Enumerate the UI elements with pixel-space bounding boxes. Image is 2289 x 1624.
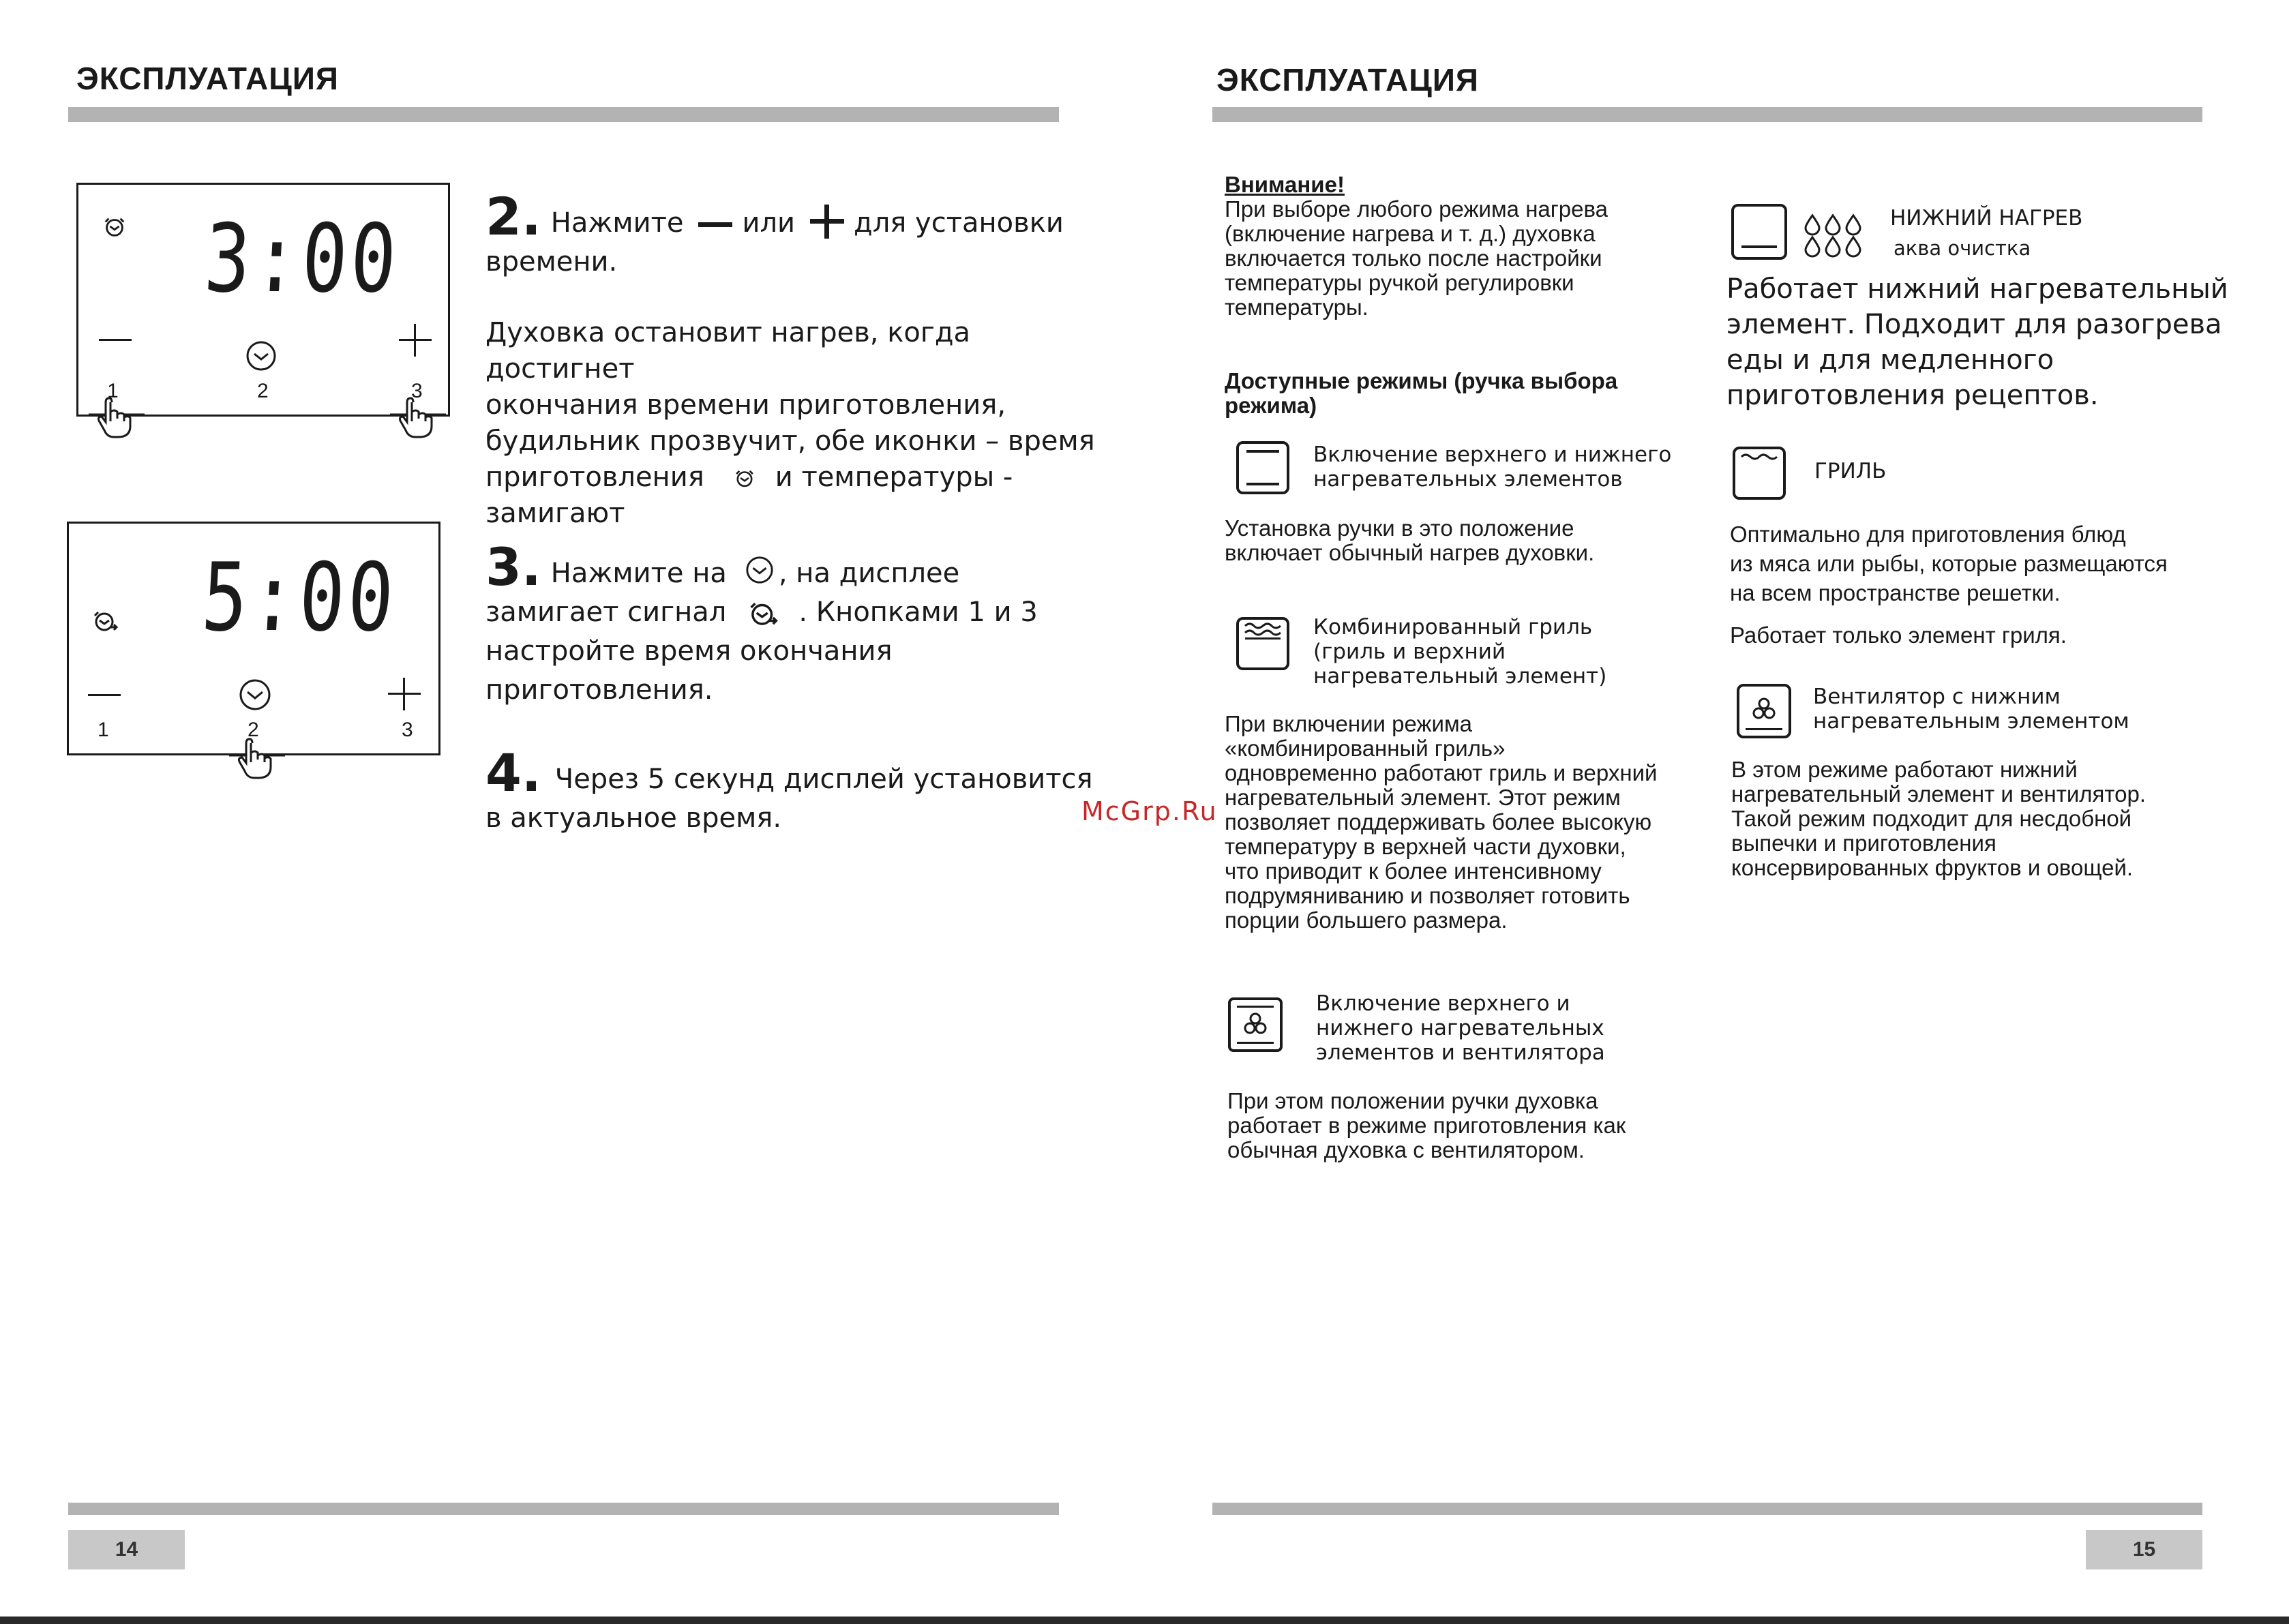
combi-grill-icon — [1236, 616, 1290, 671]
mode-description — [1731, 757, 2249, 880]
left-header-rule — [68, 107, 1059, 122]
step-3 — [485, 537, 1113, 710]
step-text: приготовления — [485, 462, 704, 493]
step-text: приготовления. — [485, 674, 713, 706]
fan-bottom-icon — [1736, 683, 1792, 739]
step-text: и температуры - — [775, 462, 1013, 493]
mode-label-line: элементов и вентилятора — [1316, 1040, 1605, 1065]
mode-desc-line: еды и для медленного — [1726, 344, 2054, 376]
mode-desc-line: Установка ручки в это положение — [1225, 515, 1574, 541]
mode-label — [1313, 442, 1671, 492]
mode-desc-line: порции большего размера. — [1225, 907, 1508, 933]
step-text: для установки — [854, 207, 1064, 239]
mode-desc-line: включает обычный нагрев духовки. — [1225, 540, 1595, 565]
step-text: в актуальное время. — [485, 802, 782, 834]
minus-key-icon[interactable] — [99, 336, 132, 344]
minus-key-icon[interactable] — [88, 691, 121, 700]
mode-label: НИЖНИЙ НАГРЕВ — [1890, 206, 2083, 230]
mode-desc-line: обычная духовка с вентилятором. — [1227, 1137, 1585, 1162]
time-display: 3:00 — [201, 204, 403, 314]
hand-pointer-icon — [228, 738, 286, 783]
left-page-header: ЭКСПЛУАТАЦИЯ — [76, 61, 339, 96]
step-number: 3. — [485, 537, 541, 597]
mode-desc-line: нагревательный элемент и вентилятор. — [1731, 781, 2146, 807]
key-label-2: 2 — [257, 380, 269, 402]
plus-icon — [810, 205, 844, 239]
mode-desc-line: температуру в верхней части духовки, — [1225, 834, 1626, 859]
modes-heading-line: Доступные режимы (ручка выбора — [1225, 368, 1618, 393]
fan-top-bottom-icon — [1227, 997, 1283, 1053]
step-text: окончания времени приготовления, — [485, 389, 1006, 421]
mode-desc-line: При включении режима — [1225, 711, 1472, 736]
step-text: времени. — [485, 246, 618, 277]
mode-desc-line: выпечки и приготовления — [1731, 830, 1996, 856]
display-panel-1 — [76, 183, 450, 417]
hand-pointer-icon — [389, 397, 447, 442]
mode-desc-line: Оптимально для приготовления блюд — [1730, 522, 2126, 547]
mode-desc-line: элемент. Подходит для разогрева — [1726, 309, 2222, 340]
key-label-3: 3 — [411, 380, 423, 402]
mode-label — [1813, 685, 2129, 734]
cooking-time-icon — [733, 466, 756, 490]
key-label-3: 3 — [402, 719, 413, 741]
mode-desc-line: В этом режиме работают нижний — [1731, 757, 2078, 782]
attention-line: При выборе любого режима нагрева — [1225, 196, 1609, 222]
key-label-2: 2 — [248, 719, 259, 741]
mode-desc-line: приготовления рецептов. — [1726, 380, 2099, 411]
modes-heading-line: режима) — [1225, 393, 1317, 418]
right-page-number: 15 — [2086, 1530, 2202, 1569]
mode-label-line: Вентилятор с нижним — [1813, 685, 2061, 709]
mode-desc-line: одновременно работают гриль и верхний — [1225, 760, 1658, 785]
step-2-description — [485, 315, 1113, 532]
step-4 — [485, 742, 1113, 838]
top-bottom-heat-icon — [1236, 440, 1290, 495]
step-text: будильник прозвучит, обе иконки – время — [485, 425, 1095, 457]
mode-description-extra: Работает только элемент гриля. — [1730, 622, 2067, 648]
mode-label-line: нижнего нагревательных — [1316, 1016, 1604, 1040]
mode-desc-line: работает в режиме приготовления как — [1227, 1113, 1626, 1138]
mode-desc-line: на всем пространстве решетки. — [1730, 580, 2061, 605]
mode-description — [1730, 520, 2248, 607]
step-text: . Кнопками 1 и 3 — [798, 597, 1038, 628]
mode-desc-line: консервированных фруктов и овощей. — [1731, 855, 2134, 880]
end-time-icon — [92, 607, 119, 634]
mode-desc-line: Такой режим подходит для несдобной — [1731, 806, 2132, 831]
minus-icon — [698, 222, 732, 228]
mode-desc-line: нагревательный элемент. Этот режим — [1225, 785, 1621, 810]
mode-desc-line: подрумяниванию и позволяет готовить — [1225, 883, 1630, 908]
mode-description — [1225, 516, 1594, 565]
left-page-number: 14 — [68, 1530, 185, 1569]
step-text: , на дисплее — [778, 558, 960, 589]
bottom-edge-bar — [0, 1617, 2289, 1624]
display-panel-2 — [67, 522, 440, 755]
attention-line: включается только после настройки — [1225, 245, 1602, 271]
time-display: 5:00 — [198, 543, 400, 652]
mode-label: ГРИЛЬ — [1814, 459, 1887, 483]
mode-label — [1313, 615, 1606, 689]
right-footer-rule — [1212, 1503, 2202, 1515]
step-text: настройте время окончания — [485, 635, 893, 667]
mode-label-line: Включение верхнего и нижнего — [1313, 442, 1672, 467]
mode-description — [1225, 712, 1716, 933]
bottom-heat-icon — [1731, 203, 1788, 260]
watermark: McGrp.Ru — [1081, 796, 1218, 826]
step-2 — [485, 186, 1099, 282]
step-text: Нажмите — [550, 207, 684, 239]
attention-line: (включение нагрева и т. д.) духовка — [1225, 221, 1596, 246]
mode-label-line: нагревательным элементом — [1813, 709, 2129, 734]
hand-pointer-icon — [87, 397, 146, 442]
step-text: замигает сигнал — [485, 597, 727, 628]
mode-desc-line: Работает нижний нагревательный — [1726, 273, 2228, 305]
key-label-1: 1 — [98, 719, 109, 741]
mode-desc-line: что приводит к более интенсивному — [1225, 858, 1602, 884]
step-text: Через 5 секунд дисплей установится — [554, 764, 1093, 795]
mode-desc-line: «комбинированный гриль» — [1225, 736, 1506, 761]
mode-label-line: нагревательный элемент) — [1313, 664, 1607, 689]
mode-label — [1316, 991, 1605, 1065]
mode-label-line: нагревательных элементов — [1313, 467, 1623, 492]
mode-description — [1227, 1089, 1718, 1162]
aqua-clean-drops-icon — [1803, 213, 1863, 258]
cooking-time-icon — [102, 213, 128, 239]
clock-key-icon[interactable] — [238, 678, 272, 712]
step-text: Духовка остановит нагрев, когда достигнет — [485, 317, 971, 385]
clock-key-icon[interactable] — [245, 340, 277, 372]
attention-title: Внимание! — [1225, 172, 1345, 197]
left-footer-rule — [68, 1503, 1059, 1515]
grill-icon — [1732, 446, 1786, 500]
step-number: 4. — [485, 742, 541, 803]
step-text: или — [742, 207, 796, 239]
mode-description — [1726, 271, 2245, 413]
key-label-1: 1 — [107, 380, 119, 402]
attention-line: температуры. — [1225, 295, 1368, 320]
plus-key-icon[interactable] — [399, 324, 432, 357]
mode-label-line: (гриль и верхний — [1313, 640, 1506, 664]
plus-key-icon[interactable] — [388, 678, 421, 710]
mode-desc-line: При этом положении ручки духовка — [1227, 1088, 1598, 1113]
right-header-rule — [1212, 107, 2202, 122]
attention-block — [1225, 172, 1716, 320]
step-text: Нажмите на — [550, 558, 727, 589]
modes-heading — [1225, 369, 1716, 418]
clock-icon — [745, 555, 775, 585]
right-page-header: ЭКСПЛУАТАЦИЯ — [1216, 62, 1479, 97]
attention-line: температуры ручкой регулировки — [1225, 270, 1574, 295]
mode-label-line: Включение верхнего и — [1316, 991, 1570, 1016]
mode-label-line: Комбинированный гриль — [1313, 615, 1593, 640]
step-text: замигают — [485, 498, 625, 529]
mode-desc-line: позволяет поддерживать более высокую — [1225, 809, 1652, 834]
end-time-icon — [748, 597, 779, 629]
step-number: 2. — [485, 186, 541, 247]
mode-desc-line: из мяса или рыбы, которые размещаются — [1730, 551, 2168, 576]
mode-sublabel: аква очистка — [1894, 237, 2031, 260]
